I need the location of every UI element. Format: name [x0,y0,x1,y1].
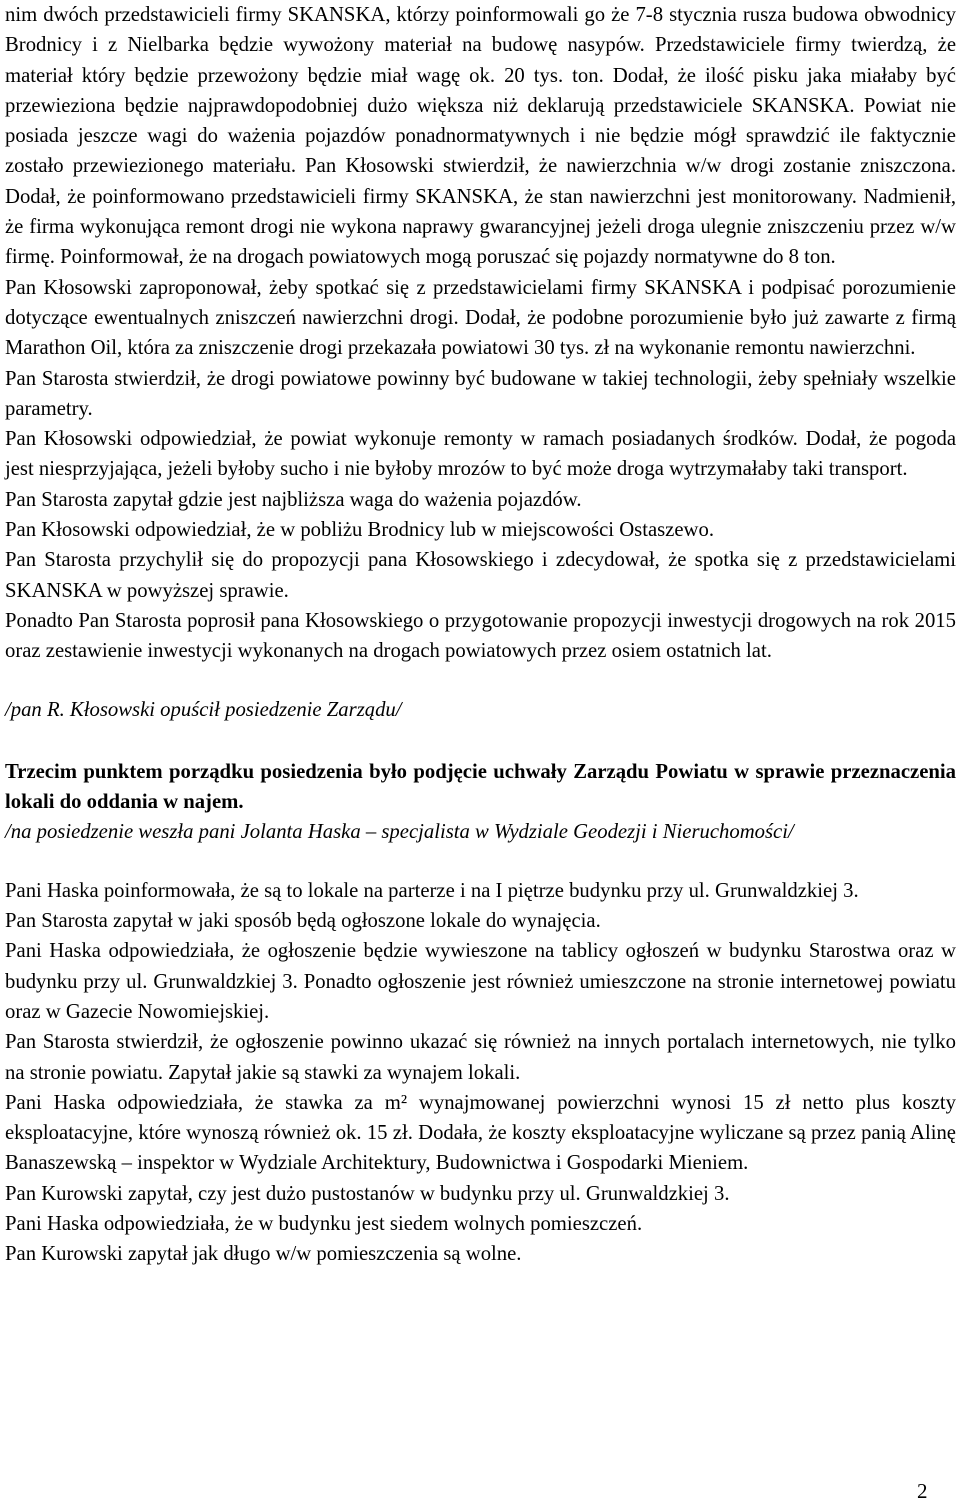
page-number: 2 [917,1479,928,1503]
paragraph: Pan Kłosowski odpowiedział, że w pobliżu Brodnicy lub w miejscowości Ostaszewo. [5,519,715,542]
paragraph: Pan Starosta przychylił się do propozycji pana Kłosowskiego i zdecydował, że spotka się z przedstawicielami SKANSKA w powyższej sprawie. [5,549,956,602]
spacer [5,725,956,757]
paragraph: Pan Kurowski zapytał, czy jest dużo pustostanów w budynku przy ul. Grunwaldzkiej 3. [5,1182,730,1205]
paragraph: Pan Starosta zapytał w jaki sposób będą ogłoszone lokale do wynajęcia. [5,910,601,933]
entry-note: /na posiedzenie weszła pani Jolanta Haska – specjalista w Wydziale Geodezji i Nieruchomości/ [5,821,794,844]
paragraph: Pan Starosta zapytał gdzie jest najbliższa waga do ważenia pojazdów. [5,488,582,511]
departure-note: /pan R. Kłosowski opuścił posiedzenie Zarządu/ [5,698,402,721]
paragraph: Pani Haska odpowiedziała, że w budynku jest siedem wolnych pomieszczeń. [5,1212,643,1235]
paragraph: Pan Kłosowski odpowiedział, że powiat wykonuje remonty w ramach posiadanych środków. Dodał, że pogoda jest niesprzyjająca, jeżeli byłoby sucho i nie byłoby mrozów to być może droga wytrzymałaby taki transport. [5,428,956,481]
paragraph: nim dwóch przedstawicieli firmy SKANSKA, którzy poinformowali go że 7-8 stycznia rusza budowa obwodnicy Brodnicy i z Nielbarka będzie wywożony materiał na budowę nasypów. Przedstawiciele firmy twierdzą, że materiał który będzie przewożony będzie miał wagę ok. 20 tys. ton. Dodał, że ilość pisku jaka miałaby być przewieziona będzie najprawdopodobniej dużo większa niż deklarują przedstawiciele SKANSKA. Powiat nie posiada jeszcze wagi do ważenia pojazdów ponadnormatywnych i nie będzie mógł sprawdzić ile faktycznie zostało przewiezionego materiału. Pan Kłosowski stwierdził, że nawierzchnia w/w drogi zostanie zniszczona. Dodał, że poinformowano przedstawicieli firmy SKANSKA, że stan nawierzchni jest monitorowany. Nadmienił, że firma wykonująca remont drogi nie wykona naprawy gwarancyjnej jeżeli droga ulegnie zniszczeniu przez w/w firmę. Poinformował, że na drogach powiatowych mogą poruszać się pojazdy normatywne do 8 ton. [5,4,956,269]
paragraph: Pan Starosta stwierdził, że ogłoszenie powinno ukazać się również na innych portalach internetowych, nie tylko na stronie powiatu. Zapytał jakie są stawki za wynajem lokali. [5,1031,956,1084]
paragraph: Ponadto Pan Starosta poprosił pana Kłosowskiego o przygotowanie propozycji inwestycji drogowych na rok 2015 oraz zestawienie inwestycji wykonanych na drogach powiatowych przez osiem ostatnich lat. [5,609,956,663]
spacer [5,848,956,876]
paragraph: Pan Starosta stwierdził, że drogi powiatowe powinny być budowane w takiej technologii, żeby spełniały wszelkie parametry. [5,367,956,420]
agenda-heading: Trzecim punktem porządku posiedzenia było podjęcie uchwały Zarządu Powiatu w sprawie przeznaczenia lokali do oddania w najem. [5,760,956,814]
paragraph: Pani Haska poinformowała, że są to lokale na parterze i na I piętrze budynku przy ul. Grunwaldzkiej 3. [5,879,859,902]
paragraph: Pan Kłosowski zaproponował, żeby spotkać się z przedstawicielami firmy SKANSKA i podpisać porozumienie dotyczące ewentualnych zniszczeń nawierzchni drogi. Dodał, że podobne porozumienie było już zawarte z firmą Marathon Oil, która za zniszczenie drogi przekazała powiatowi 30 tys. zł na wykonanie remontu nawierzchni. [5,276,956,360]
paragraph: Pani Haska odpowiedziała, że stawka za m² wynajmowanej powierzchni wynosi 15 zł netto plus koszty eksploatacyjne, które wynoszą również ok. 15 zł. Dodała, że koszty eksploatacyjne wyliczane są przez panią Alinę Banaszewską – inspektor w Wydziale Architektury, Budownictwa i Gospodarki Mieniem. [5,1091,956,1175]
paragraph: Pan Kurowski zapytał jak długo w/w pomieszczenia są wolne. [5,1243,522,1266]
paragraph: Pani Haska odpowiedziała, że ogłoszenie będzie wywieszone na tablicy ogłoszeń w budynku Starostwa oraz w budynku przy ul. Grunwaldzkiej 3. Ponadto ogłoszenie jest również umieszczone na stronie internetowej powiatu oraz w Gazecie Nowomiejskiej. [5,940,956,1023]
spacer [5,667,956,695]
document-page [5,0,956,1270]
